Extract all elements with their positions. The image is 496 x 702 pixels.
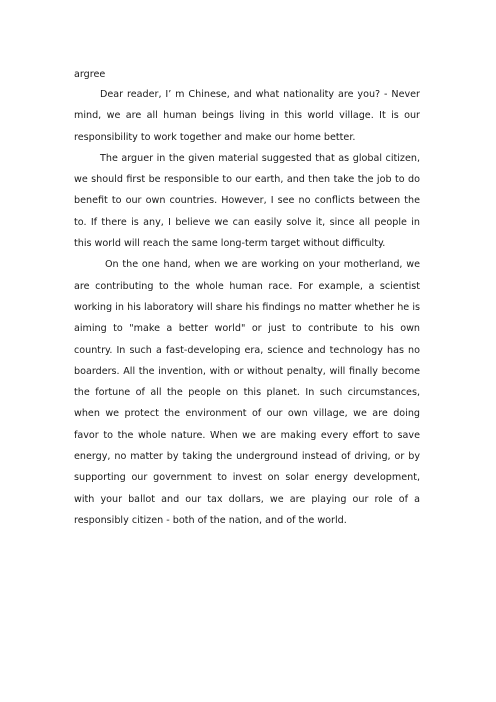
paragraph-2: The arguer in the given material suggested that as global citizen, we should first be responsible to our earth, and then take the job to do benefit to our own countries. However, I see no conflicts between the to. If there is any, I believe we can easily solve it, since all people in this world will reach the same long-term target without difficulty. (74, 152, 420, 250)
paragraph-3: On the one hand, when we are working on your motherland, we are contributing to the whole human race. For example, a scientist working in his laboratory will share his findings no matter whether he is aiming to "make a better world" or just to contribute to his own country. In such a fast-developing era, science and technology has no boarders. All the invention, with or without penalty, will finally become the fortune of all the people on this planet. In such circumstances, when we protect the environment of our own village, we are doing favor to the whole nature. When we are making every effort to save energy, no matter by taking the underground instead of driving, or by supporting our government to invest on solar energy development, with your ballot and our tax dollars, we are playing our role of a responsibly citizen - both of the nation, and of the world. (74, 259, 420, 526)
document-page (74, 66, 420, 531)
paragraph-1: Dear reader, I’ m Chinese, and what nationality are you? - Never mind, we are all human beings living in this world village. It is our responsibility to work together and make our home better. (74, 89, 420, 143)
document-heading: argree (74, 69, 106, 80)
